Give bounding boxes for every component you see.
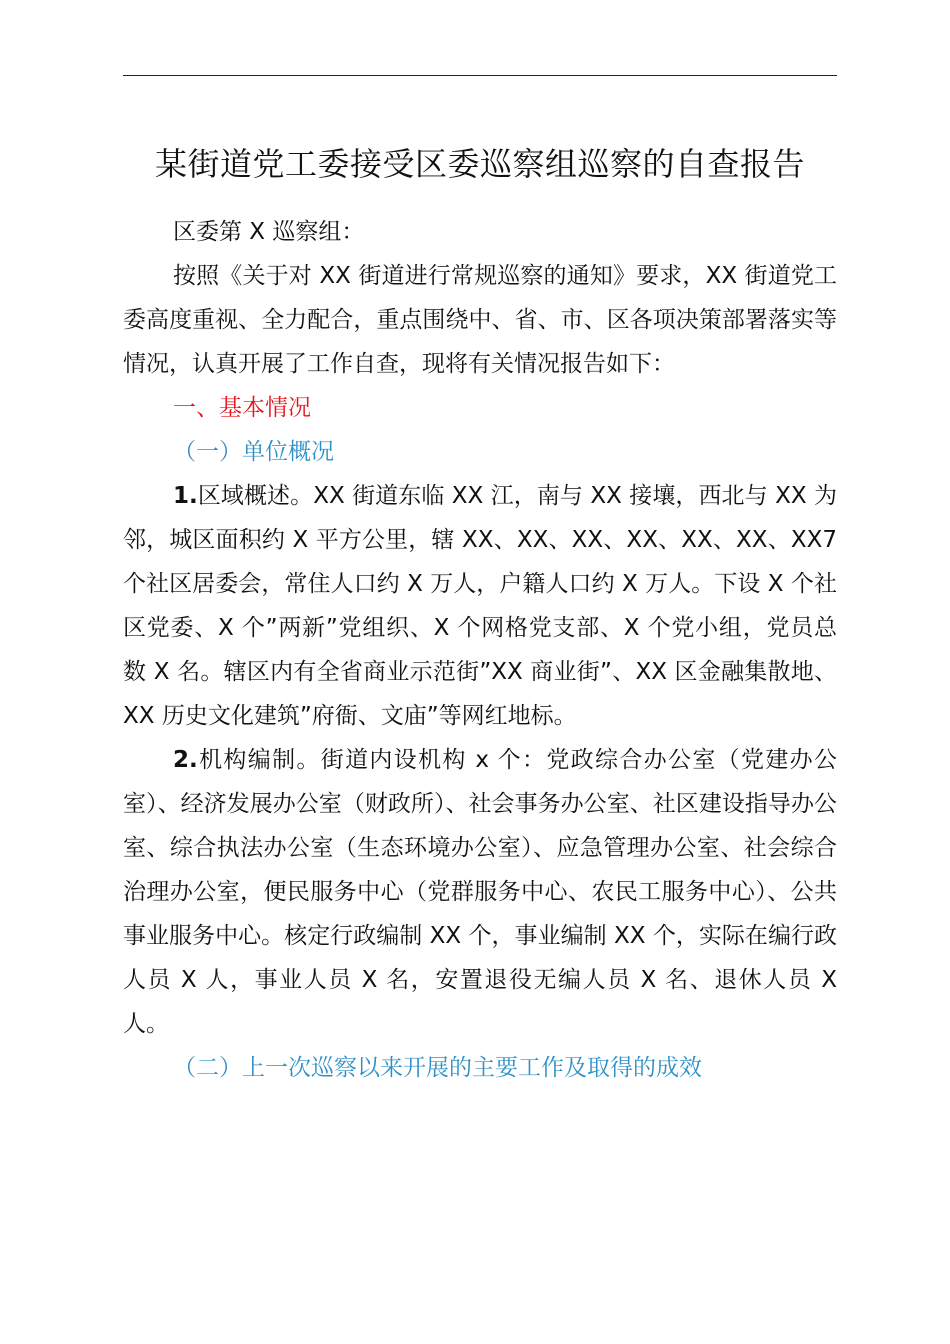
subsection-heading-main-work: （二）上一次巡察以来开展的主要工作及取得的成效 — [173, 1055, 702, 1081]
item-text: 机构编制。街道内设机构 x 个：党政综合办公室（党建办公室）、经济发展办公室（财政所）、社会事务办公室、社区建设指导办公室、综合执法办公室（生态环境办公室）、应急管理办公室、社会综合治理办公室，便民服务中心（党群服务中心、农民工服务中心）、公共事业服务中心。核定行政编制 XX 个，事业编制 XX 个，实际在编行政人员 X 人，事业人员 X 名，安置退役无编人员 X 名、退休人员 X 人。 — [123, 747, 837, 1037]
document-title: 某街道党工委接受区委巡察组巡察的自查报告 — [154, 145, 805, 183]
header-rule — [123, 75, 837, 76]
item-number: 2. — [173, 747, 198, 773]
item-number: 1. — [173, 483, 198, 509]
intro-paragraph: 按照《关于对 XX 街道进行常规巡察的通知》要求，XX 街道党工委高度重视、全力配合，重点围绕中、省、市、区各项决策部署落实等情况，认真开展了工作自查，现将有关情况报告如下： — [123, 263, 837, 377]
item-area-overview — [123, 474, 837, 738]
item-organization — [123, 738, 837, 1046]
document-body — [123, 210, 837, 1090]
item-text: 区域概述。XX 街道东临 XX 江，南与 XX 接壤，西北与 XX 为邻，城区面积约 X 平方公里，辖 XX、XX、XX、XX、XX、XX、XX7 个社区居委会，常住人口约 X 万人，户籍人口约 X 万人。下设 X 个社区党委、X 个”两新”党组织、X 个网格党支部、X 个党小组，党员总数 X 名。辖区内有全省商业示范街”XX 商业街”、XX 区金融集散地、XX 历史文化建筑”府衙、文庙”等网红地标。 — [123, 483, 837, 729]
section-heading-basic-situation: 一、基本情况 — [173, 395, 311, 421]
subsection-heading-unit-overview: （一）单位概况 — [173, 439, 334, 465]
salutation: 区委第 X 巡察组： — [173, 219, 365, 245]
